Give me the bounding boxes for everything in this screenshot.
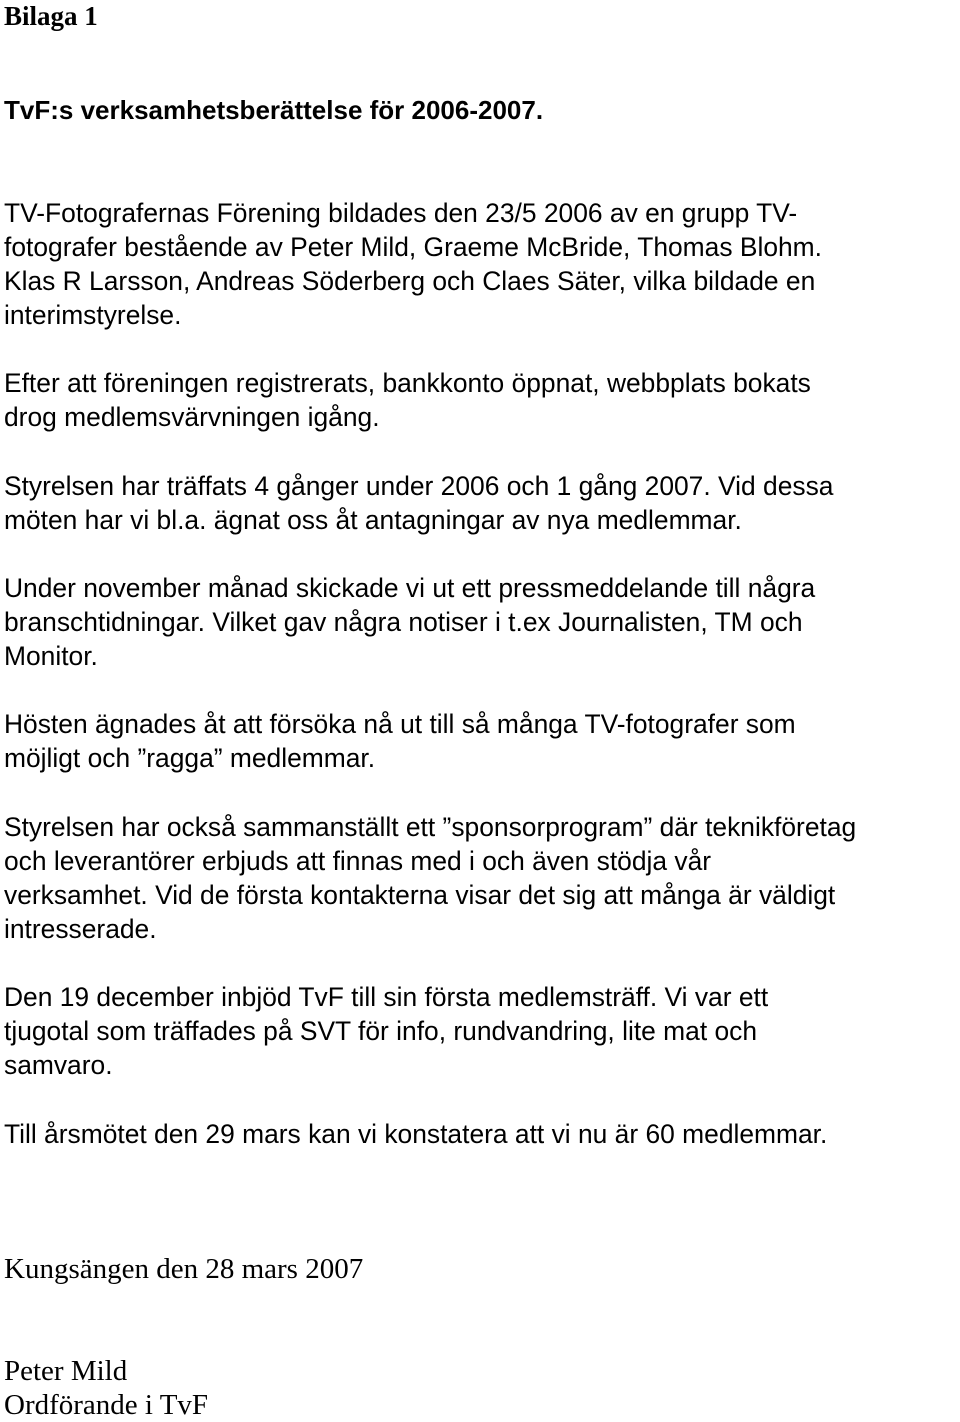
paragraph-line: Hösten ägnades åt att försöka nå ut till så många TV-fotografer som — [4, 709, 796, 739]
paragraph-line: Efter att föreningen registrerats, bankkonto öppnat, webbplats bokats — [4, 368, 811, 398]
paragraph-line: Den 19 december inbjöd TvF till sin första medlemsträff. Vi var ett — [4, 982, 769, 1012]
paragraph-line: TV-Fotografernas Förening bildades den 23/5 2006 av en grupp TV- — [4, 198, 798, 228]
document-title: TvF:s verksamhetsberättelse för 2006-2007. — [4, 95, 544, 125]
paragraph-line: och leverantörer erbjuds att finnas med i och även stödja vår — [4, 846, 712, 876]
paragraph-line: verksamhet. Vid de första kontakterna visar det sig att många är väldigt — [4, 880, 836, 910]
signer-name: Peter Mild — [4, 1355, 128, 1387]
paragraph-line: Monitor. — [4, 641, 98, 671]
attachment-label: Bilaga 1 — [4, 1, 98, 31]
paragraph-line: interimstyrelse. — [4, 300, 182, 330]
paragraph-line: tjugotal som träffades på SVT för info, rundvandring, lite mat och — [4, 1016, 758, 1046]
paragraph-line: samvaro. — [4, 1050, 113, 1080]
signer-title: Ordförande i TvF — [4, 1389, 209, 1421]
paragraph-line: Under november månad skickade vi ut ett pressmeddelande till några — [4, 573, 816, 603]
paragraph-line: intresserade. — [4, 914, 157, 944]
paragraph-line: Klas R Larsson, Andreas Söderberg och Claes Säter, vilka bildade en — [4, 266, 816, 296]
paragraph-line: fotografer bestående av Peter Mild, Graeme McBride, Thomas Blohm. — [4, 232, 822, 262]
paragraph-line: möjligt och ”ragga” medlemmar. — [4, 743, 376, 773]
paragraph-line: möten har vi bl.a. ägnat oss åt antagningar av nya medlemmar. — [4, 505, 742, 535]
paragraph-line: Styrelsen har också sammanställt ett ”sponsorprogram” där teknikföretag — [4, 812, 857, 842]
paragraph-line: Styrelsen har träffats 4 gånger under 2006 och 1 gång 2007. Vid dessa — [4, 471, 834, 501]
paragraph-line: drog medlemsvärvningen igång. — [4, 402, 380, 432]
paragraph-line: branschtidningar. Vilket gav några notiser i t.ex Journalisten, TM och — [4, 607, 803, 637]
paragraph-line: Till årsmötet den 29 mars kan vi konstatera att vi nu är 60 medlemmar. — [4, 1119, 828, 1149]
place-date: Kungsängen den 28 mars 2007 — [4, 1253, 364, 1285]
